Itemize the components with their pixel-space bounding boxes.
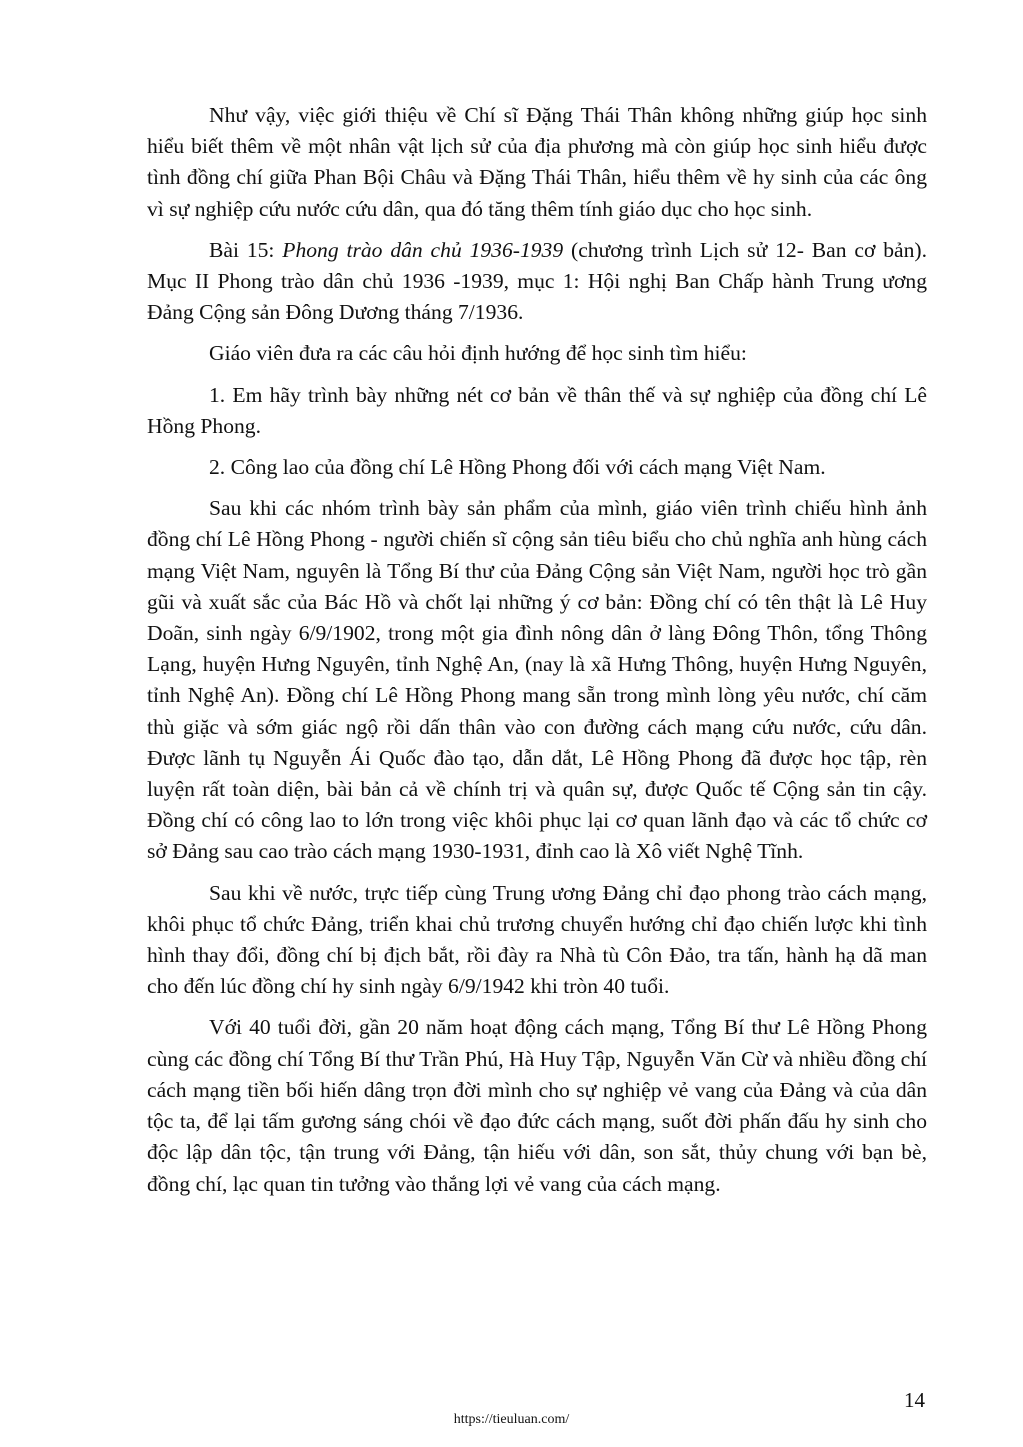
paragraph-lesson-15 xyxy=(147,235,927,329)
page-number: 14 xyxy=(904,1388,925,1412)
body-text xyxy=(147,100,927,1200)
paragraph-question-1: 1. Em hãy trình bày những nét cơ bản về thân thế và sự nghiệp của đồng chí Lê Hồng Phong. xyxy=(147,382,927,438)
lesson-suffix: (chương trình Lịch sử 12- Ban cơ bản). Mục II Phong trào dân chủ 1936 -1939, mục 1: Hội nghị Ban Chấp hành Trung ương Đảng Cộng sản Đông Dương tháng 7/1936. xyxy=(147,237,927,325)
lesson-title: Phong trào dân chủ 1936-1939 xyxy=(282,237,564,262)
paragraph-question-2: 2. Công lao của đồng chí Lê Hồng Phong đối với cách mạng Việt Nam. xyxy=(209,455,826,480)
paragraph-intro: Như vậy, việc giới thiệu về Chí sĩ Đặng Thái Thân không những giúp học sinh hiểu biết thêm về một nhân vật lịch sử của địa phương mà còn giúp học sinh hiểu được tình đồng chí giữa Phan Bội Châu và Đặng Thái Thân, hiểu thêm về hy sinh của các ông vì sự nghiệp cứu nước cứu dân, qua đó tăng thêm tính giáo dục cho học sinh. xyxy=(147,103,927,221)
footer-url: https://tieuluan.com/ xyxy=(453,1412,570,1427)
paragraph-biography: Sau khi các nhóm trình bày sản phẩm của mình, giáo viên trình chiếu hình ảnh đồng chí Lê Hồng Phong - người chiến sĩ cộng sản tiêu biểu cho chủ nghĩa anh hùng cách mạng Việt Nam, nguyên là Tổng Bí thư của Đảng Cộng sản Việt Nam, người học trò gần gũi và xuất sắc của Bác Hồ và chốt lại những ý cơ bản: Đồng chí có tên thật là Lê Huy Doãn, sinh ngày 6/9/1902, trong một gia đình nông dân ở làng Đông Thôn, tổng Thông Lạng, huyện Hưng Nguyên, tỉnh Nghệ An, (nay là xã Hưng Thông, huyện Hưng Nguyên, tỉnh Nghệ An). Đồng chí Lê Hồng Phong mang sẵn trong mình lòng yêu nước, chí căm thù giặc và sớm giác ngộ rồi dấn thân vào con đường cách mạng cứu nước, cứu dân. Được lãnh tụ Nguyễn Ái Quốc đào tạo, dẫn dắt, Lê Hồng Phong đã được học tập, rèn luyện rất toàn diện, bài bản cả về chính trị và quân sự, được Quốc tế Cộng sản tin cậy. Đồng chí có công lao to lớn trong việc khôi phục lại cơ quan lãnh đạo và các tổ chức cơ sở Đảng sau cao trào cách mạng 1930-1931, đỉnh cao là Xô viết Nghệ Tĩnh. xyxy=(147,496,927,864)
paragraph-return: Sau khi về nước, trực tiếp cùng Trung ương Đảng chỉ đạo phong trào cách mạng, khôi phục tổ chức Đảng, triển khai chủ trương chuyển hướng chỉ đạo chiến lược khi tình hình thay đổi, đồng chí bị địch bắt, rồi đày ra Nhà tù Côn Đảo, tra tấn, hành hạ dã man cho đến lúc đồng chí hy sinh ngày 6/9/1942 khi tròn 40 tuổi. xyxy=(147,880,927,999)
paragraph-legacy: Với 40 tuổi đời, gần 20 năm hoạt động cách mạng, Tổng Bí thư Lê Hồng Phong cùng các đồng chí Tổng Bí thư Trần Phú, Hà Huy Tập, Nguyễn Văn Cừ và nhiều đồng chí cách mạng tiền bối hiến dâng trọn đời mình cho sự nghiệp vẻ vang của Đảng và của dân tộc ta, để lại tấm gương sáng chói về đạo đức cách mạng, suốt đời phấn đấu hy sinh cho độc lập dân tộc, tận trung với Đảng, tận hiếu với dân, son sắt, thủy chung với bạn bè, đồng chí, lạc quan tin tưởng vào thắng lợi vẻ vang của cách mạng. xyxy=(147,1015,927,1196)
lesson-prefix: Bài 15: xyxy=(209,237,283,262)
paragraph-questions-intro: Giáo viên đưa ra các câu hỏi định hướng để học sinh tìm hiểu: xyxy=(209,341,747,366)
